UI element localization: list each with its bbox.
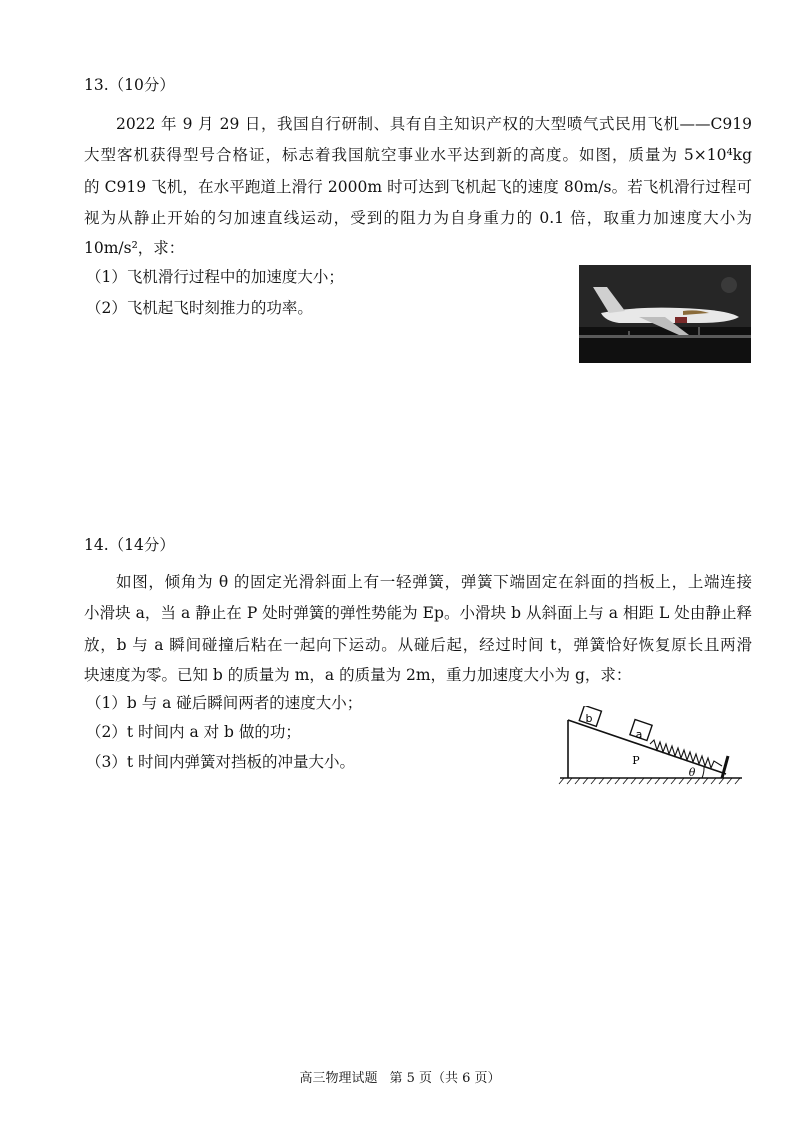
footer-subject: 高三物理试题 — [299, 1071, 378, 1086]
q14-line-1: 如图，倾角为 θ 的固定光滑斜面上有一轻弹簧，弹簧下端固定在斜面的挡板上，上端连接 — [116, 573, 752, 591]
q14-line-3: 放，b 与 a 瞬间碰撞后粘在一起向下运动。从碰后起，经过时间 t，弹簧恰好恢复原长且两滑 — [84, 636, 752, 654]
q13-line-1: 2022 年 9 月 29 日，我国自行研制、具有自主知识产权的大型喷气式民用飞机——C919 — [116, 115, 752, 133]
q13-line-5: 10m/s²，求： — [84, 239, 185, 257]
q13-line-4: 视为从静止开始的匀加速直线运动，受到的阻力为自身重力的 0.1 倍，取重力加速度大小为 — [84, 209, 752, 227]
q13-item-1: （1）飞机滑行过程中的加速度大小； — [86, 268, 344, 286]
label-a: a — [635, 728, 643, 741]
label-theta: θ — [688, 766, 696, 779]
footer-page-number: 第 5 页（共 6 页） — [389, 1071, 501, 1086]
incline-figure — [556, 706, 746, 790]
page-footer — [0, 1070, 800, 1088]
q13-line-2: 大型客机获得型号合格证，标志着我国航空事业水平达到新的高度。如图，质量为 5×10⁴kg — [84, 146, 752, 164]
airplane-image — [579, 265, 751, 363]
q14-item-3: （3）t 时间内弹簧对挡板的冲量大小。 — [86, 753, 356, 771]
label-b: b — [585, 712, 593, 725]
q13-item-2: （2）飞机起飞时刻推力的功率。 — [86, 299, 313, 317]
question-14-header: 14.（14分） — [84, 536, 175, 554]
incline-spring-diagram — [556, 706, 746, 790]
q13-line-3: 的 C919 飞机，在水平跑道上滑行 2000m 时可达到飞机起飞的速度 80m/s。若飞机滑行过程可 — [84, 178, 752, 196]
q14-item-1: （1）b 与 a 碰后瞬间两者的速度大小； — [86, 694, 363, 712]
question-13-header: 13.（10分） — [84, 76, 175, 94]
q14-item-2: （2）t 时间内 a 对 b 做的功； — [86, 723, 301, 741]
label-p: P — [632, 754, 640, 767]
q14-line-2: 小滑块 a，当 a 静止在 P 处时弹簧的弹性势能为 Ep。小滑块 b 从斜面上与 a 相距 L 处由静止释 — [84, 604, 752, 622]
c919-airplane-photo — [579, 265, 751, 363]
q14-line-4: 块速度为零。已知 b 的质量为 m，a 的质量为 2m，重力加速度大小为 g，求： — [84, 666, 632, 684]
